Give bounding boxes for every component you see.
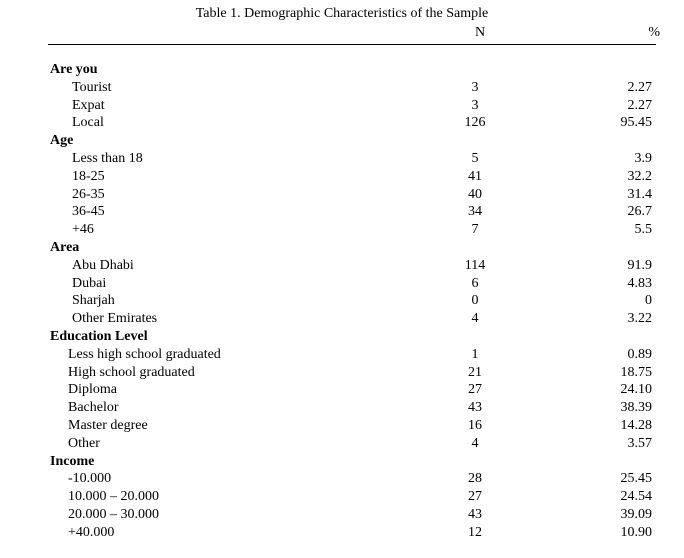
column-header-percent: % [648, 25, 660, 40]
section-heading-label: Income [50, 453, 95, 469]
section-heading-label: Education Level [50, 328, 148, 344]
row-label: High school graduated [68, 364, 195, 380]
table-row [0, 470, 684, 488]
row-label: +46 [72, 222, 94, 238]
row-count: 27 [468, 382, 482, 398]
row-label: Expat [72, 97, 105, 113]
table-row [0, 168, 684, 186]
row-count: 21 [468, 364, 482, 380]
section-heading-label: Area [50, 239, 80, 255]
table-row [0, 364, 684, 382]
row-count: 40 [468, 186, 482, 202]
row-percent: 4.83 [627, 275, 652, 291]
row-count: 3 [471, 79, 479, 95]
table-row [0, 221, 684, 239]
row-label: Other Emirates [72, 311, 158, 327]
row-label: Diploma [68, 382, 117, 398]
row-percent: 26.7 [627, 204, 652, 220]
row-label: +40.000 [68, 524, 115, 540]
row-count: 0 [471, 293, 479, 309]
row-label: Less than 18 [72, 150, 143, 166]
header-rule [48, 44, 656, 45]
row-count: 43 [468, 400, 482, 416]
section-heading-label: Are you [50, 62, 98, 77]
row-label: Less high school graduated [68, 346, 221, 362]
section-heading [0, 239, 684, 257]
row-count: 3 [471, 97, 479, 113]
table-row [0, 275, 684, 293]
row-count: 5 [471, 150, 479, 166]
row-count: 28 [468, 471, 482, 487]
table-row [0, 292, 684, 310]
section-heading [0, 453, 684, 471]
row-count: 41 [468, 168, 482, 184]
row-percent: 25.45 [620, 471, 652, 487]
table-row [0, 114, 684, 132]
row-percent: 14.28 [620, 417, 652, 433]
section-heading [0, 61, 684, 79]
row-percent: 0 [645, 293, 652, 309]
row-count: 114 [464, 257, 486, 273]
row-percent: 32.2 [627, 168, 652, 184]
row-label: Local [72, 115, 104, 131]
table-row [0, 79, 684, 97]
table-row [0, 97, 684, 115]
section-heading [0, 328, 684, 346]
row-count: 4 [471, 435, 479, 451]
row-percent: 18.75 [620, 364, 652, 380]
table-row [0, 488, 684, 506]
row-percent: 24.10 [620, 382, 652, 398]
row-percent: 38.39 [620, 400, 652, 416]
row-percent: 5.5 [634, 222, 652, 238]
table-row [0, 346, 684, 364]
row-percent: 39.09 [620, 506, 652, 522]
row-count: 12 [468, 524, 482, 540]
row-label: Tourist [72, 79, 112, 95]
row-count: 7 [471, 222, 479, 238]
row-label: 10.000 – 20.000 [68, 489, 159, 505]
table-row [0, 399, 684, 417]
row-label: 20.000 – 30.000 [68, 506, 159, 522]
row-label: Other [68, 435, 100, 451]
table-row [0, 524, 684, 542]
row-count: 43 [468, 506, 482, 522]
table-row [0, 150, 684, 168]
row-percent: 0.89 [627, 346, 652, 362]
row-label: Bachelor [68, 400, 119, 416]
table-row [0, 310, 684, 328]
table-body [0, 61, 684, 542]
row-percent: 2.27 [627, 97, 652, 113]
row-label: Dubai [72, 275, 107, 291]
row-label: Master degree [68, 417, 148, 433]
row-percent: 3.22 [627, 311, 652, 327]
row-percent: 2.27 [627, 79, 652, 95]
column-header-n: N [474, 25, 486, 40]
table-row [0, 186, 684, 204]
table-row [0, 506, 684, 524]
section-heading-label: Age [50, 133, 74, 149]
row-percent: 10.90 [620, 524, 652, 540]
row-percent: 3.57 [627, 435, 652, 451]
row-count: 4 [471, 311, 479, 327]
row-count: 126 [464, 115, 486, 131]
row-percent: 24.54 [620, 489, 652, 505]
row-percent: 31.4 [627, 186, 652, 202]
table-title: Table 1. Demographic Characteristics of the Sample [195, 6, 489, 21]
row-count: 6 [471, 275, 479, 291]
row-label: Sharjah [72, 293, 115, 309]
table-row [0, 435, 684, 453]
row-count: 16 [468, 417, 482, 433]
row-label: -10.000 [68, 471, 112, 487]
row-label: Abu Dhabi [72, 257, 134, 273]
table-row [0, 203, 684, 221]
row-label: 18-25 [72, 168, 105, 184]
row-percent: 91.9 [627, 257, 652, 273]
section-heading [0, 132, 684, 150]
row-count: 1 [471, 346, 479, 362]
row-count: 27 [468, 489, 482, 505]
row-label: 36-45 [72, 204, 105, 220]
row-percent: 95.45 [620, 115, 652, 131]
row-percent: 3.9 [634, 150, 652, 166]
row-label: 26-35 [72, 186, 105, 202]
table-row [0, 381, 684, 399]
table-row [0, 417, 684, 435]
row-count: 34 [468, 204, 482, 220]
table-row [0, 257, 684, 275]
